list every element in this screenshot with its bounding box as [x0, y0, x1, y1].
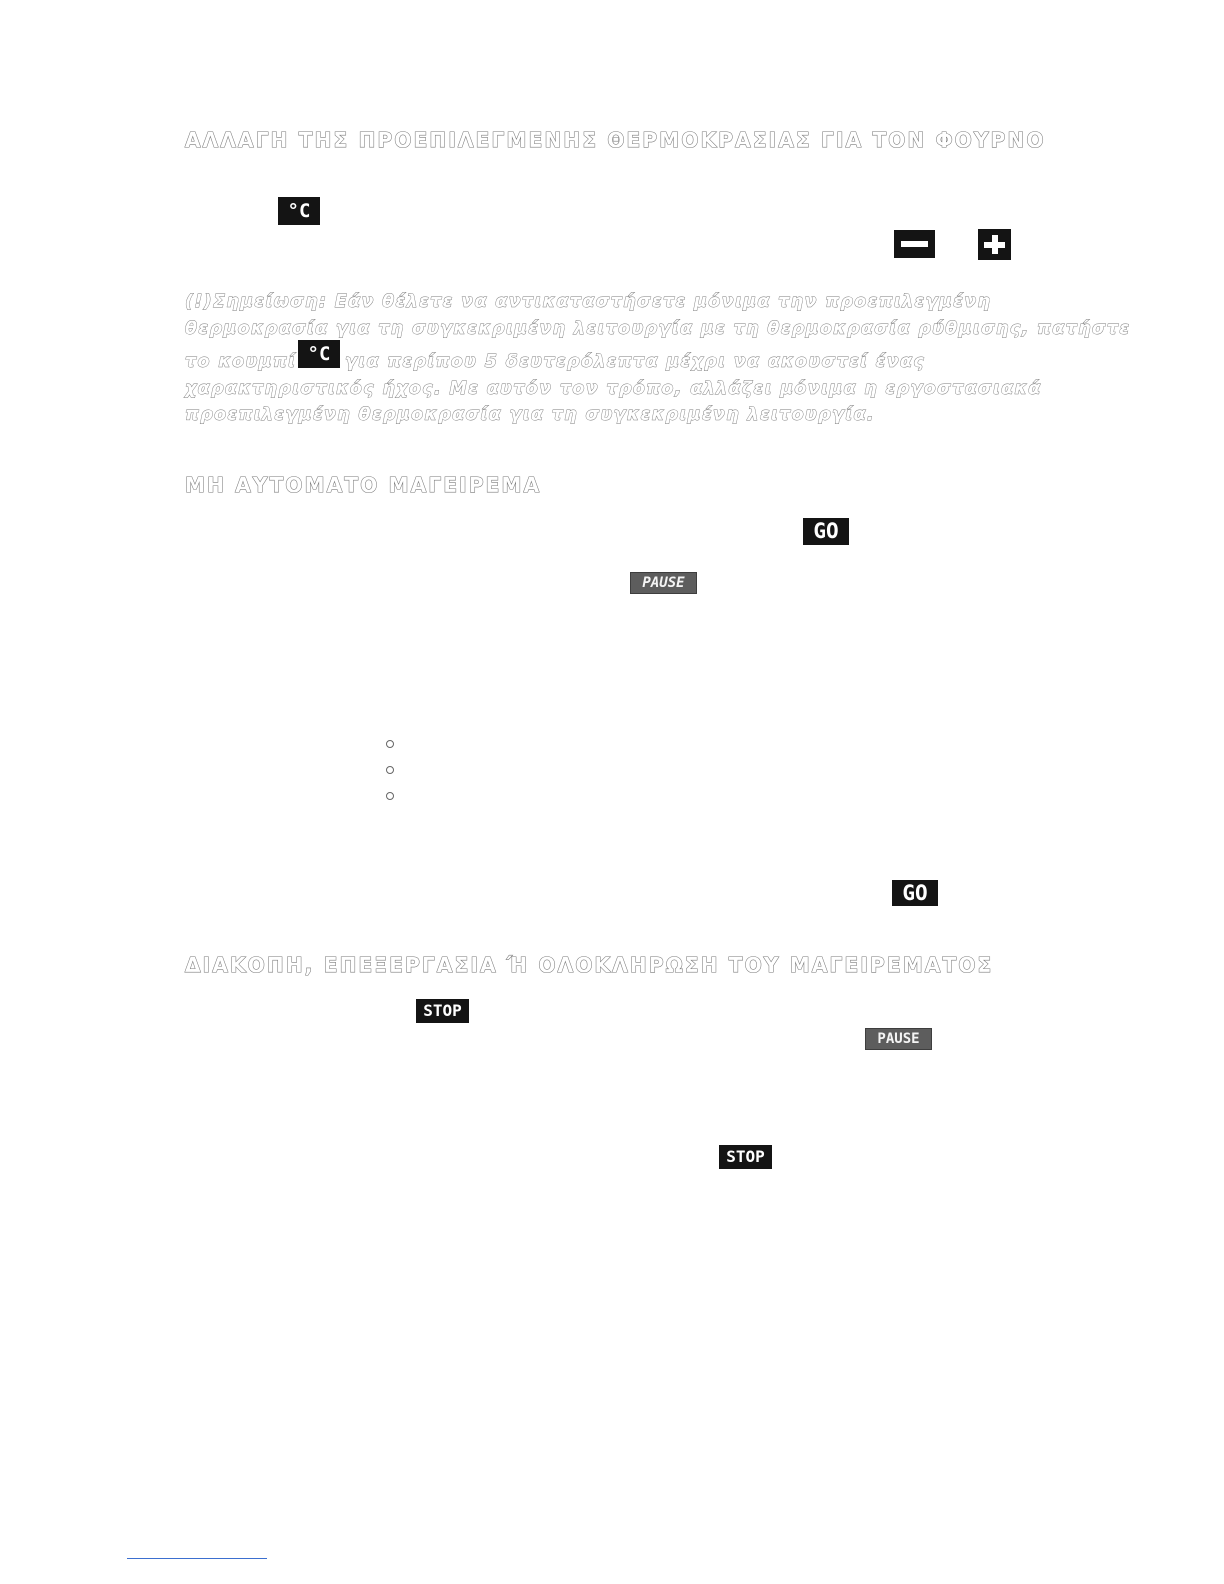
temperature-button-label: °C — [307, 342, 331, 365]
temperature-button-label: °C — [287, 199, 311, 222]
temperature-button-inline[interactable] — [298, 340, 340, 368]
note-line: το κουμπί — [185, 352, 297, 372]
heading-manual-cooking: ΜΗ ΑΥΤΟΜΑΤΟ ΜΑΓΕΙΡΕΜΑ — [185, 473, 542, 497]
stop-button-label: STOP — [423, 1001, 462, 1020]
list-bullet — [386, 792, 394, 800]
note-line: για περίπου 5 δευτερόλεπτα μέχρι να ακουστεί ένας — [345, 352, 926, 372]
footer-divider — [127, 1558, 267, 1559]
note-line: χαρακτηριστικός ήχος. Με αυτόν τον τρόπο, αλλάζει μόνιμα η εργοστασιακά — [185, 379, 1042, 399]
note-line: θερμοκρασία για τη συγκεκριμένη λειτουργία με τη θερμοκρασία ρύθμισης, πατήστε — [185, 319, 1131, 339]
go-button-label: GO — [813, 519, 839, 543]
list-bullet — [386, 740, 394, 748]
note-line: (!)Σημείωση: Εάν θέλετε να αντικαταστήσετε μόνιμα την προεπιλεγμένη — [185, 292, 992, 312]
plus-button[interactable] — [978, 229, 1011, 260]
pause-button[interactable] — [865, 1028, 932, 1050]
list-bullet — [386, 766, 394, 774]
go-button[interactable] — [803, 518, 849, 545]
pause-button-label: PAUSE — [642, 575, 685, 591]
note-line: προεπιλεγμένη θερμοκρασία για τη συγκεκριμένη λειτουργία. — [185, 405, 875, 425]
heading-change-default-temperature: ΑΛΛΑΓΗ ΤΗΣ ΠΡΟΕΠΙΛΕΓΜΕΝΗΣ ΘΕΡΜΟΚΡΑΣΙΑΣ ΓΙΑ ΤΟΝ ΦΟΥΡΝΟ — [185, 128, 1046, 152]
temperature-button[interactable] — [278, 197, 320, 225]
go-button-label: GO — [902, 880, 928, 905]
pause-button-label: PAUSE — [877, 1031, 920, 1047]
stop-button-label: STOP — [726, 1147, 765, 1166]
heading-interrupt-cooking: ΔΙΑΚΟΠΗ, ΕΠΕΞΕΡΓΑΣΙΑ Ή ΟΛΟΚΛΗΡΩΣΗ ΤΟΥ ΜΑΓΕΙΡΕΜΑΤΟΣ — [185, 953, 994, 977]
stop-button[interactable] — [416, 999, 469, 1023]
go-button[interactable] — [892, 880, 938, 906]
stop-button[interactable] — [719, 1145, 772, 1169]
minus-button[interactable] — [894, 230, 935, 258]
pause-button[interactable] — [630, 572, 697, 594]
